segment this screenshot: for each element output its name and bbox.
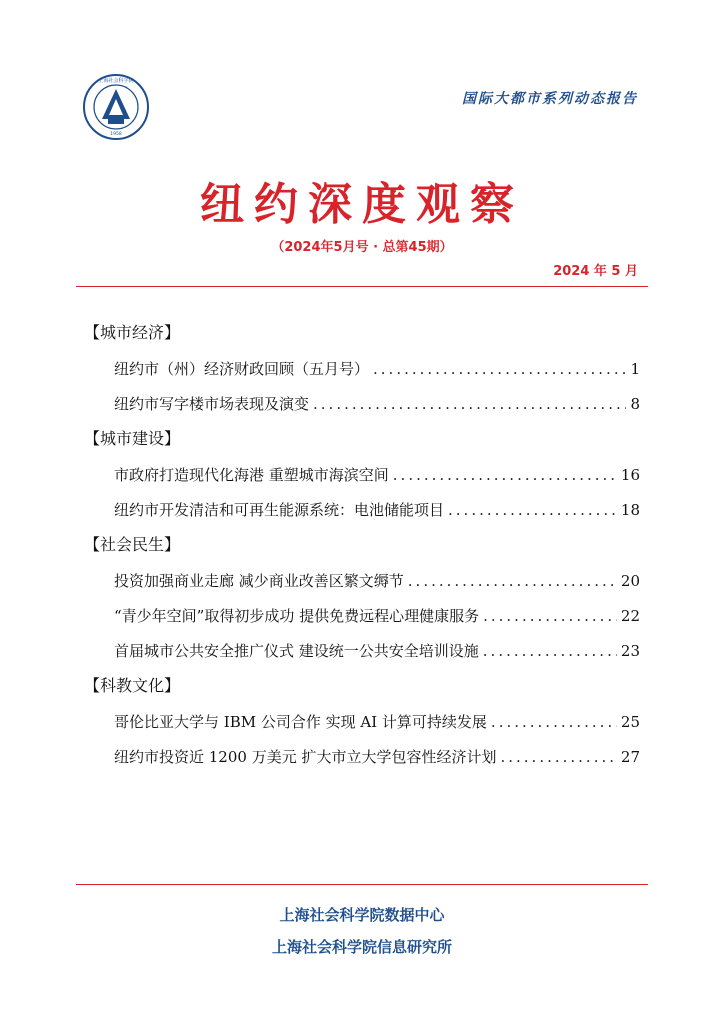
entry-title: 纽约市（州）经济财政回顾（五月号） xyxy=(114,360,370,378)
section-heading: 【科教文化】 xyxy=(84,676,181,695)
report-date: 2024 年 5 月 xyxy=(553,264,638,279)
dot-leader xyxy=(500,746,616,768)
toc-entry[interactable] xyxy=(114,464,640,486)
entry-page: 20 xyxy=(620,572,640,590)
toc-section-society xyxy=(84,534,640,662)
entry-title: 纽约市写字楼市场表现及演变 xyxy=(114,395,310,413)
logo-year: 1958 xyxy=(110,132,122,137)
top-divider xyxy=(76,286,648,287)
entry-page: 1 xyxy=(630,360,640,378)
dot-leader xyxy=(393,464,617,486)
dot-leader xyxy=(483,640,617,662)
entry-page: 25 xyxy=(620,713,640,731)
dot-leader xyxy=(373,358,626,380)
entry-page: 23 xyxy=(620,642,640,660)
report-title: 纽约深度观察 xyxy=(200,179,524,230)
toc-entry[interactable] xyxy=(114,570,640,592)
entry-page: 27 xyxy=(620,748,640,766)
toc-section-economy xyxy=(84,322,640,415)
section-heading: 【城市经济】 xyxy=(84,323,181,342)
institute-logo xyxy=(82,73,150,141)
dot-leader xyxy=(491,711,617,733)
toc-entry[interactable] xyxy=(114,640,640,662)
issue-number: （2024年5月号 · 总第45期） xyxy=(271,240,453,255)
table-of-contents xyxy=(84,322,640,781)
entry-title: 哥伦比亚大学与 IBM 公司合作 实现 AI 计算可持续发展 xyxy=(114,713,487,731)
section-heading: 【城市建设】 xyxy=(84,429,181,448)
publisher-info-institute: 上海社会科学院信息研究所 xyxy=(271,938,452,956)
dot-leader xyxy=(313,393,626,415)
series-name: 国际大都市系列动态报告 xyxy=(462,91,638,107)
dot-leader xyxy=(408,570,617,592)
entry-title: 纽约市开发清洁和可再生能源系统：电池储能项目 xyxy=(114,501,445,519)
toc-entry[interactable] xyxy=(114,499,640,521)
entry-page: 16 xyxy=(620,466,640,484)
section-heading: 【社会民生】 xyxy=(84,535,181,554)
publisher-data-center: 上海社会科学院数据中心 xyxy=(279,906,445,924)
entry-page: 22 xyxy=(620,607,640,625)
dot-leader xyxy=(483,605,617,627)
entry-title: 投资加强商业走廊 减少商业改善区繁文缛节 xyxy=(114,572,404,590)
toc-entry[interactable] xyxy=(114,358,640,380)
entry-title: 首届城市公共安全推广仪式 建设统一公共安全培训设施 xyxy=(114,642,479,660)
entry-page: 18 xyxy=(620,501,640,519)
toc-section-construction xyxy=(84,428,640,521)
dot-leader xyxy=(448,499,617,521)
toc-section-science-culture xyxy=(84,675,640,768)
toc-entry[interactable] xyxy=(114,746,640,768)
entry-title: “青少年空间”取得初步成功 提供免费远程心理健康服务 xyxy=(114,607,480,625)
toc-entry[interactable] xyxy=(114,711,640,733)
logo-text: 上海社会科学院 xyxy=(98,78,134,84)
toc-entry[interactable] xyxy=(114,605,640,627)
toc-entry[interactable] xyxy=(114,393,640,415)
entry-page: 8 xyxy=(630,395,640,413)
bottom-divider xyxy=(76,884,648,885)
entry-title: 市政府打造现代化海港 重塑城市海滨空间 xyxy=(114,466,389,484)
entry-title: 纽约市投资近 1200 万美元 扩大市立大学包容性经济计划 xyxy=(114,748,497,766)
